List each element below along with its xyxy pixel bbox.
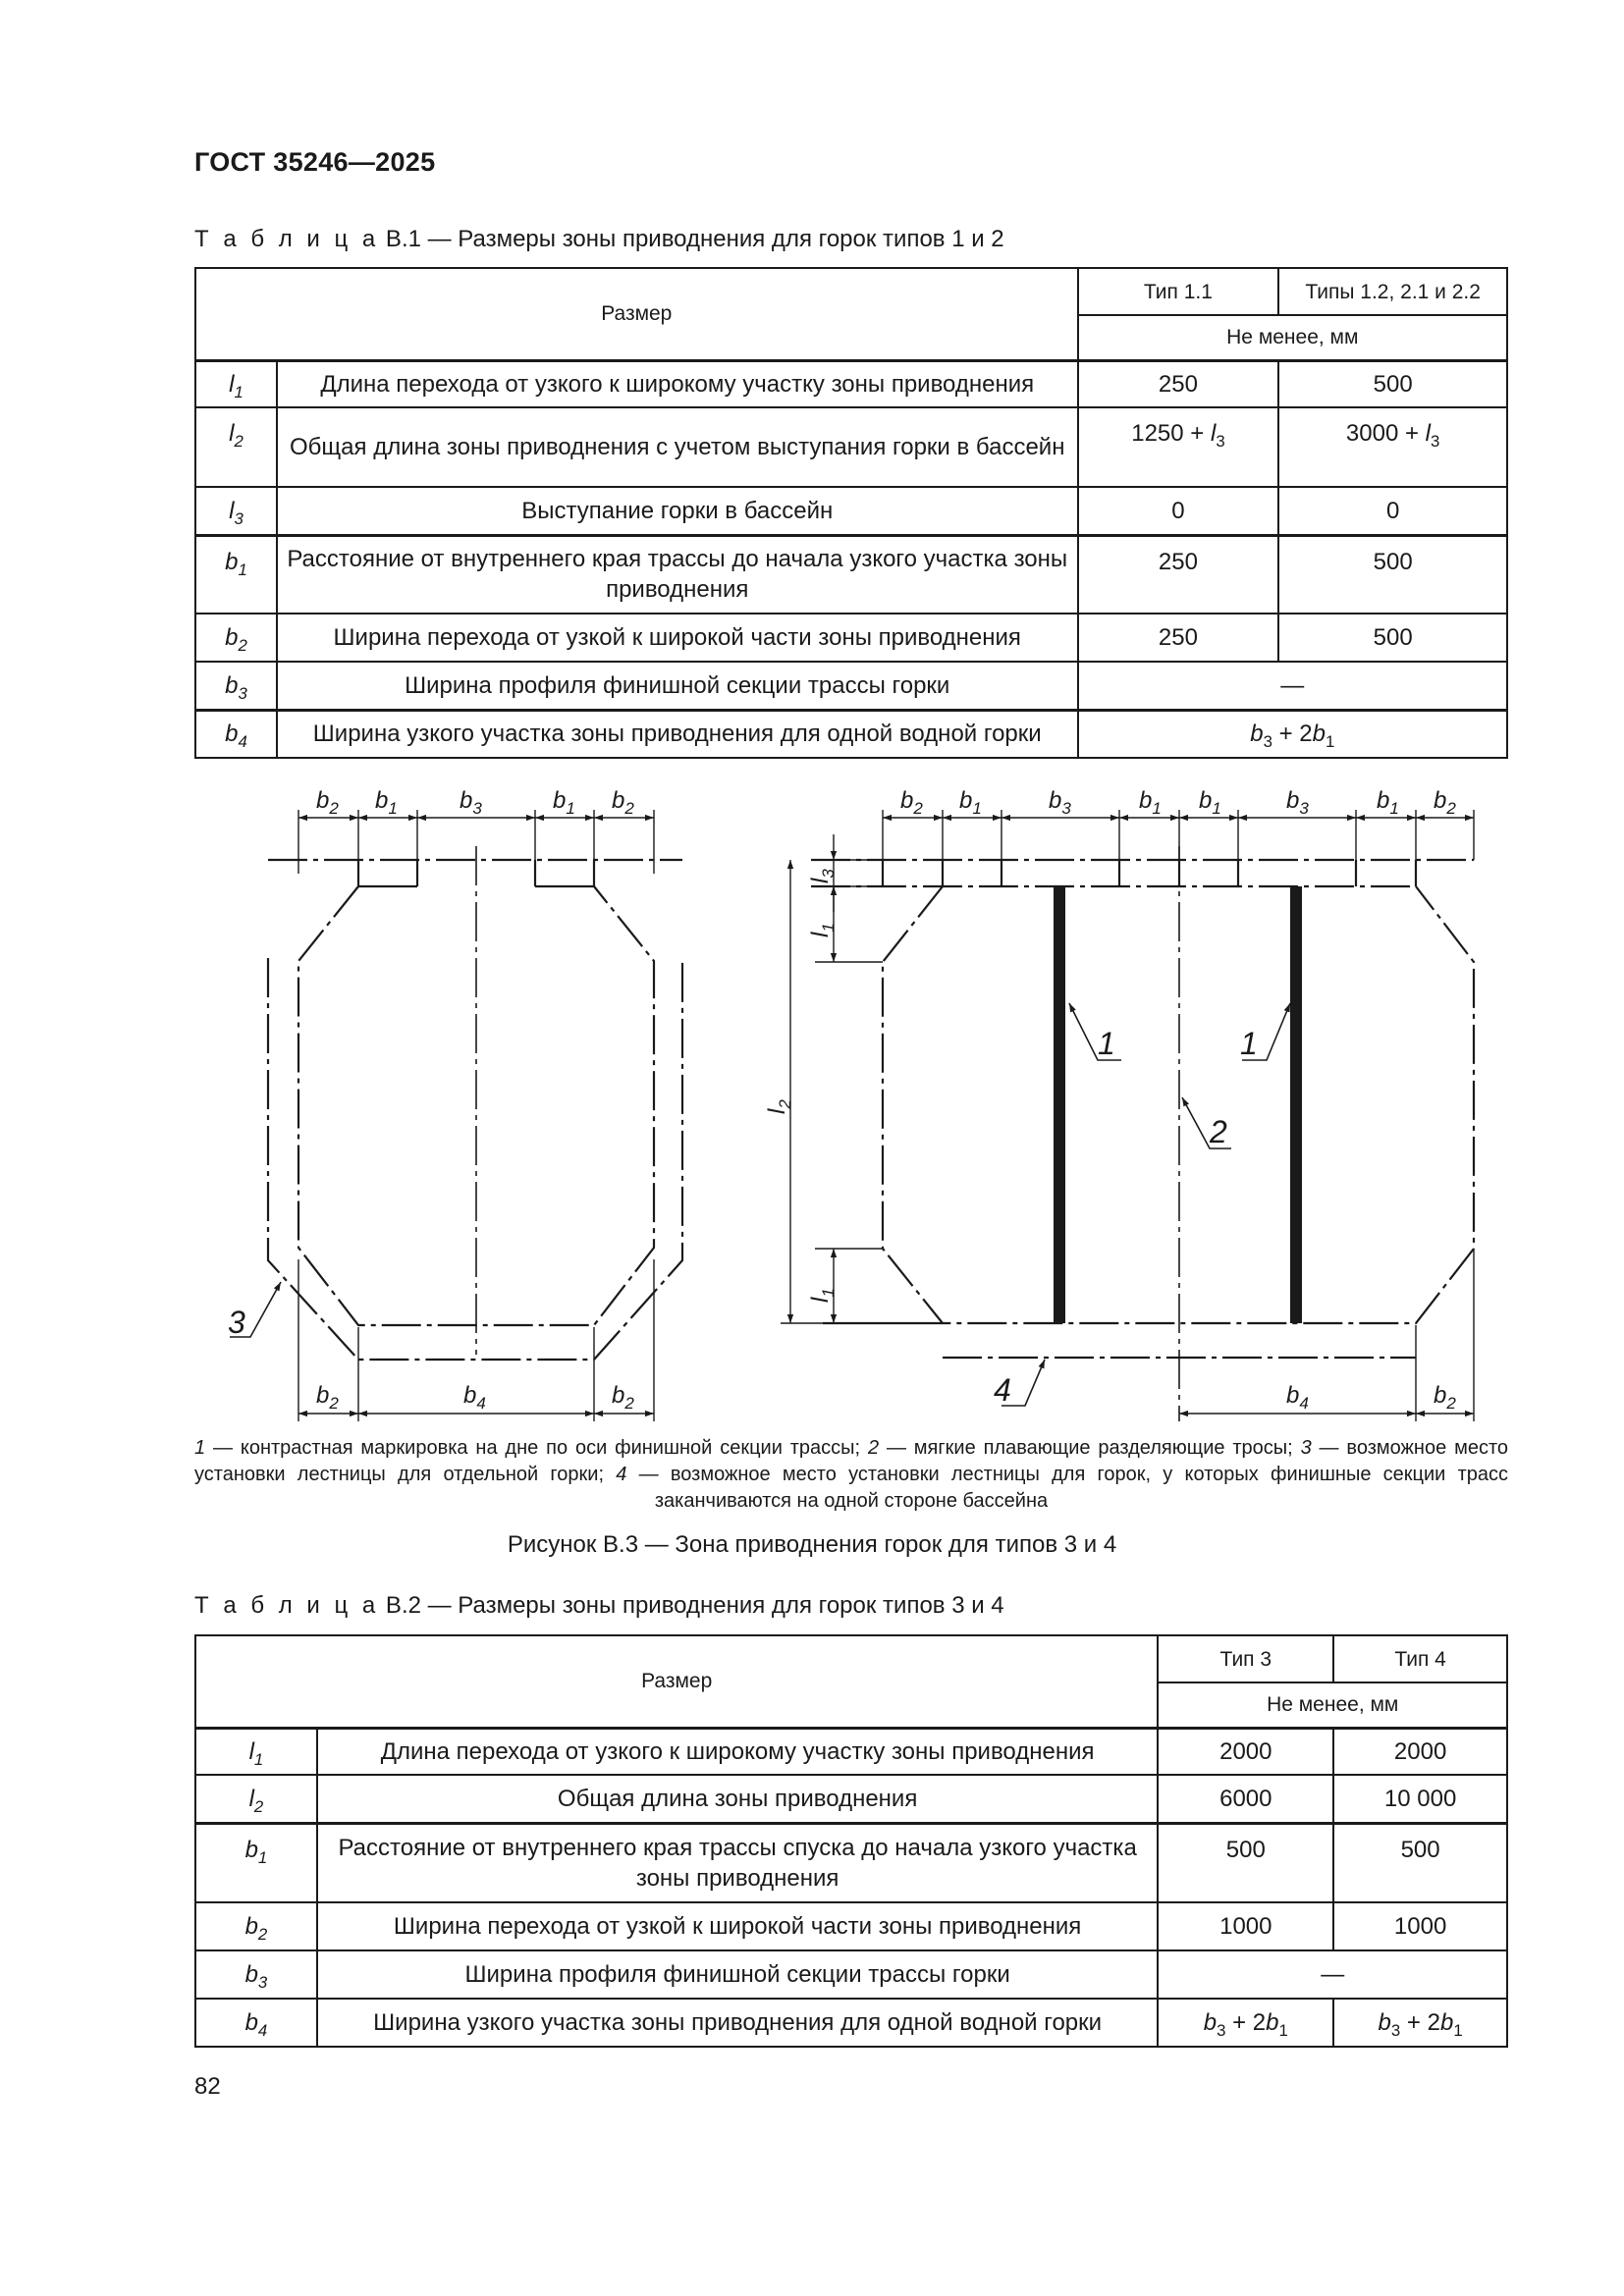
row-value-1: $1250 + l_3$ <box>1078 407 1279 487</box>
row-value-2: 2000 <box>1333 1728 1507 1775</box>
row-value-2: $3000 + l_3$ <box>1278 407 1507 487</box>
right-outer-boundary <box>883 886 1474 1323</box>
table-row <box>195 1728 1507 1775</box>
row-value-1: $b_3 + 2b_1$ <box>1158 1999 1333 2047</box>
dim-label: $l_2$ <box>764 1099 794 1114</box>
dim-label: $b_1$ <box>375 787 398 818</box>
row-symbol: $b_4$ <box>195 1999 317 2047</box>
callout-2: 2 <box>1210 1114 1227 1149</box>
row-description: Ширина профиля финишной секции трассы горки <box>277 662 1078 710</box>
row-symbol: $b_3$ <box>195 662 277 710</box>
row-value-1: 1000 <box>1158 1902 1333 1950</box>
dim-label: $b_1$ <box>959 787 982 818</box>
table-row <box>195 1775 1507 1823</box>
table2-header-units: Не менее, мм <box>1158 1682 1507 1728</box>
row-symbol: $l_1$ <box>195 360 277 407</box>
left-ladder-area <box>268 958 682 1360</box>
row-description: Ширина профиля финишной секции трассы горки <box>317 1950 1159 1999</box>
row-value-1: 6000 <box>1158 1775 1333 1823</box>
dim-label: $l_3$ <box>807 869 838 883</box>
table-row <box>195 662 1507 710</box>
dim-label: $b_2$ <box>316 787 339 818</box>
table-row <box>195 407 1507 487</box>
legend-text: — контрастная маркировка на дне по оси финишной секции трассы; <box>205 1437 868 1459</box>
row-description: Расстояние от внутреннего края трассы спуска до начала узкого участка зоны приводнения <box>317 1823 1159 1902</box>
document-id: ГОСТ 35246—2025 <box>194 147 436 177</box>
callout-numbers <box>228 1026 1258 1408</box>
table1-header-type11: Тип 1.1 <box>1078 268 1279 315</box>
row-value-1: 2000 <box>1158 1728 1333 1775</box>
right-top-dim-chain <box>883 810 1474 860</box>
figure-caption: Рисунок В.3 — Зона приводнения горок для типов 3 и 4 <box>507 1531 1117 1558</box>
row-description: Ширина узкого участка зоны приводнения для одной водной горки <box>317 1999 1159 2047</box>
table1-caption-prefix: Т а б л и ц а <box>194 226 380 252</box>
table2-caption-prefix: Т а б л и ц а <box>194 1592 380 1619</box>
row-value-merged: $b_3 + 2b_1$ <box>1078 710 1507 758</box>
table1-header-units: Не менее, мм <box>1078 315 1507 360</box>
dim-label: $b_2$ <box>900 787 923 818</box>
dim-label: $b_1$ <box>1199 787 1221 818</box>
row-description: Выступание горки в бассейн <box>277 487 1078 535</box>
row-value-1: 250 <box>1078 535 1279 614</box>
table-row <box>195 1950 1507 1999</box>
legend-text: — возможное место установки лестницы для горок, у которых финишные секции трасс заканчиваются на одной стороне бассейна <box>626 1464 1509 1512</box>
row-description: Ширина узкого участка зоны приводнения для одной водной горки <box>277 710 1078 758</box>
row-value-1: 250 <box>1078 614 1279 662</box>
dim-label: $b_2$ <box>612 787 634 818</box>
table1-header-type12: Типы 1.2, 2.1 и 2.2 <box>1278 268 1507 315</box>
row-description: Ширина перехода от узкой к широкой части зоны приводнения <box>317 1902 1159 1950</box>
row-value-merged: — <box>1078 662 1507 710</box>
dim-label: $b_3$ <box>1049 787 1071 818</box>
dim-label: $b_3$ <box>1286 787 1309 818</box>
row-value-1: 500 <box>1158 1823 1333 1902</box>
landing-zone-figure <box>0 771 1624 1428</box>
dim-label: $l_1$ <box>807 923 838 937</box>
table-row <box>195 1823 1507 1902</box>
row-symbol: $b_1$ <box>195 535 277 614</box>
row-symbol: $l_3$ <box>195 487 277 535</box>
row-symbol: $l_2$ <box>195 1775 317 1823</box>
callout-4: 4 <box>994 1372 1011 1408</box>
table-b2 <box>194 1634 1508 2048</box>
right-lane-stubs <box>883 860 1416 886</box>
row-value-1: 0 <box>1078 487 1279 535</box>
dim-label: $l_1$ <box>807 1288 838 1303</box>
dim-label: $b_1$ <box>553 787 575 818</box>
row-value-2: 1000 <box>1333 1902 1507 1950</box>
dim-label: $b_4$ <box>463 1382 486 1413</box>
table2-caption <box>194 1592 1004 1620</box>
table1-header-size: Размер <box>195 268 1078 360</box>
row-symbol: $b_2$ <box>195 614 277 662</box>
row-symbol: $b_4$ <box>195 710 277 758</box>
row-value-2: 500 <box>1278 535 1507 614</box>
row-value-2: 500 <box>1278 360 1507 407</box>
row-value-2: 10 000 <box>1333 1775 1507 1823</box>
dim-label: $b_3$ <box>460 787 482 818</box>
dim-label: $b_1$ <box>1139 787 1162 818</box>
callout-1: 1 <box>1240 1026 1258 1061</box>
contrast-marking-1 <box>1054 886 1065 1323</box>
row-value-2: 0 <box>1278 487 1507 535</box>
callout-3: 3 <box>228 1305 245 1340</box>
table2-header-size: Размер <box>195 1635 1158 1728</box>
row-value-2: $b_3 + 2b_1$ <box>1333 1999 1507 2047</box>
row-description: Длина перехода от узкого к широкому участку зоны приводнения <box>317 1728 1159 1775</box>
right-zone-drawing <box>781 810 1474 1421</box>
dim-label: $b_2$ <box>1434 787 1456 818</box>
row-value-2: 500 <box>1333 1823 1507 1902</box>
table-row <box>195 614 1507 662</box>
row-symbol: $b_3$ <box>195 1950 317 1999</box>
table2-caption-text: В.2 — Размеры зоны приводнения для горок типов 3 и 4 <box>379 1592 1004 1619</box>
table-row <box>195 360 1507 407</box>
row-symbol: $l_2$ <box>195 407 277 487</box>
left-zone-drawing <box>230 810 682 1421</box>
row-description: Длина перехода от узкого к широкому участку зоны приводнения <box>277 360 1078 407</box>
right-bottom-dim-chain <box>1179 1249 1474 1421</box>
table2-header-type4: Тип 4 <box>1333 1635 1507 1682</box>
row-value-merged: — <box>1158 1950 1507 1999</box>
legend-num: 1 <box>194 1437 206 1459</box>
row-description: Общая длина зоны приводнения <box>317 1775 1159 1823</box>
dimension-labels <box>316 787 1456 1413</box>
table-row <box>195 487 1507 535</box>
dim-label: $b_2$ <box>316 1382 339 1413</box>
table1-caption <box>194 226 1004 253</box>
row-symbol: $b_1$ <box>195 1823 317 1902</box>
table-row <box>195 1999 1507 2047</box>
figure-legend <box>194 1435 1508 1515</box>
row-value-1: 250 <box>1078 360 1279 407</box>
legend-num: 4 <box>616 1464 627 1485</box>
callout-1: 1 <box>1098 1026 1115 1061</box>
legend-text: — мягкие плавающие разделяющие тросы; <box>879 1437 1301 1459</box>
legend-text: — возможное место установки лестницы для отдельной горки; <box>194 1437 1509 1485</box>
row-description: Ширина перехода от узкой к широкой части зоны приводнения <box>277 614 1078 662</box>
contrast-marking-2 <box>1290 886 1302 1323</box>
table-row <box>195 535 1507 614</box>
dim-label: $b_1$ <box>1377 787 1399 818</box>
table-row <box>195 710 1507 758</box>
page-number: 82 <box>194 2073 221 2100</box>
row-symbol: $b_2$ <box>195 1902 317 1950</box>
legend-num: 2 <box>867 1437 880 1459</box>
row-value-2: 500 <box>1278 614 1507 662</box>
table-b1 <box>194 267 1508 759</box>
dim-label: $b_4$ <box>1286 1382 1309 1413</box>
row-description: Общая длина зоны приводнения с учетом выступания горки в бассейн <box>277 407 1078 487</box>
dim-label: $b_2$ <box>612 1382 634 1413</box>
dim-label: $b_2$ <box>1434 1382 1456 1413</box>
table-row <box>195 1902 1507 1950</box>
row-description: Расстояние от внутреннего края трассы до начала узкого участка зоны приводнения <box>277 535 1078 614</box>
right-vertical-dims <box>781 834 883 1323</box>
table2-header-type3: Тип 3 <box>1158 1635 1333 1682</box>
row-symbol: $l_1$ <box>195 1728 317 1775</box>
table1-caption-text: В.1 — Размеры зоны приводнения для горок типов 1 и 2 <box>379 226 1004 252</box>
legend-num: 3 <box>1300 1437 1312 1459</box>
